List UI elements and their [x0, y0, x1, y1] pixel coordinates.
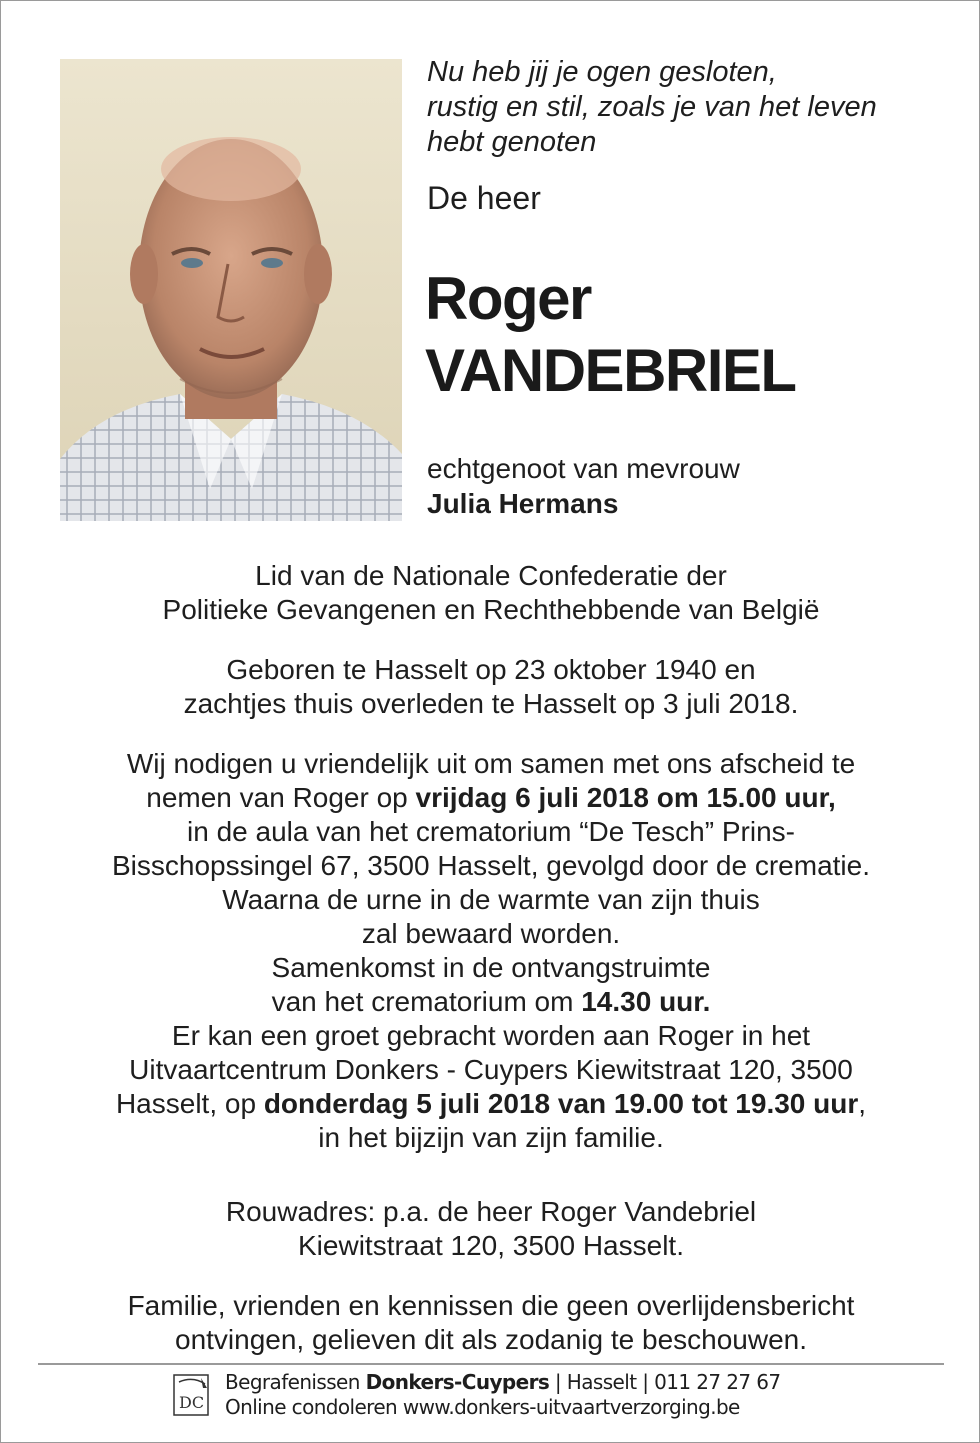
ceremony-datetime: vrijdag 6 juli 2018 om 15.00 uur, — [415, 782, 836, 813]
text-segment: Begrafenissen — [225, 1370, 366, 1394]
text-line: Waarna de urne in de warmte van zijn thuis — [222, 884, 760, 915]
gathering-time: 14.30 uur. — [581, 986, 711, 1017]
invitation-paragraph — [41, 747, 941, 1155]
funeral-home-name: Donkers-Cuypers — [365, 1370, 550, 1394]
address-paragraph — [41, 1195, 941, 1263]
spouse-block — [427, 451, 740, 521]
salutation: De heer — [427, 180, 541, 216]
footer — [173, 1370, 813, 1422]
spouse-name: Julia Hermans — [427, 488, 619, 519]
first-name: Roger — [425, 265, 591, 332]
text-line: Samenkomst in de ontvangstruimte — [271, 952, 711, 983]
text-segment: , — [858, 1088, 867, 1119]
text-line: Familie, vrienden en kennissen die geen overlijdensbericht — [127, 1290, 855, 1321]
poem — [427, 55, 947, 160]
funeral-home-logo-icon — [173, 1372, 211, 1418]
poem-line: rustig en stil, zoals je van het leven — [427, 91, 877, 123]
text-line: Geboren te Hasselt op 23 oktober 1940 en — [226, 654, 756, 685]
text-line: Wij nodigen u vriendelijk uit om samen met ons afscheid te — [126, 748, 856, 779]
membership-paragraph — [41, 559, 941, 627]
logo-text: DC — [179, 1393, 205, 1412]
deceased-name — [425, 263, 796, 407]
birth-death-paragraph — [41, 653, 941, 721]
text-segment: van het crematorium om — [271, 986, 582, 1017]
visitation-datetime: donderdag 5 juli 2018 van 19.00 tot 19.30 uur — [263, 1088, 859, 1119]
text-line: Politieke Gevangenen en Rechthebbende van België — [162, 594, 820, 625]
footer-line — [225, 1370, 781, 1395]
text-line: in het bijzijn van zijn familie. — [318, 1122, 664, 1153]
footer-divider — [38, 1363, 944, 1365]
spouse-intro: echtgenoot van mevrouw — [427, 453, 740, 484]
text-line: zal bewaard worden. — [361, 918, 621, 949]
last-name: VANDEBRIEL — [425, 337, 796, 404]
text-line: Kiewitstraat 120, 3500 Hasselt. — [298, 1230, 684, 1261]
text-segment: nemen van Roger op — [146, 782, 416, 813]
text-line: Bisschopssingel 67, 3500 Hasselt, gevolgd door de crematie. — [112, 850, 870, 881]
portrait-photo — [60, 59, 402, 521]
text-line — [41, 1087, 941, 1121]
text-line: ontvingen, gelieven dit als zodanig te beschouwen. — [175, 1324, 807, 1355]
closing-paragraph — [41, 1289, 941, 1357]
text-line — [41, 781, 941, 815]
text-segment: | Hasselt | 011 27 27 67 — [549, 1370, 781, 1394]
text-line: Rouwadres: p.a. de heer Roger Vandebriel — [225, 1196, 757, 1227]
text-line: in de aula van het crematorium “De Tesch” Prins- — [187, 816, 795, 847]
text-line: Lid van de Nationale Confederatie der — [255, 560, 727, 591]
text-line: zachtjes thuis overleden te Hasselt op 3 juli 2018. — [183, 688, 799, 719]
text-line: Er kan een groet gebracht worden aan Roger in het — [171, 1020, 811, 1051]
text-line — [41, 985, 941, 1019]
poem-line: Nu heb jij je ogen gesloten, — [427, 56, 777, 88]
footer-text — [225, 1370, 781, 1420]
footer-line: Online condoleren www.donkers-uitvaartverzorging.be — [225, 1395, 740, 1419]
text-line: Uitvaartcentrum Donkers - Cuypers Kiewitstraat 120, 3500 — [129, 1054, 853, 1085]
poem-line: hebt genoten — [427, 126, 597, 158]
text-segment: Hasselt, op — [115, 1088, 264, 1119]
